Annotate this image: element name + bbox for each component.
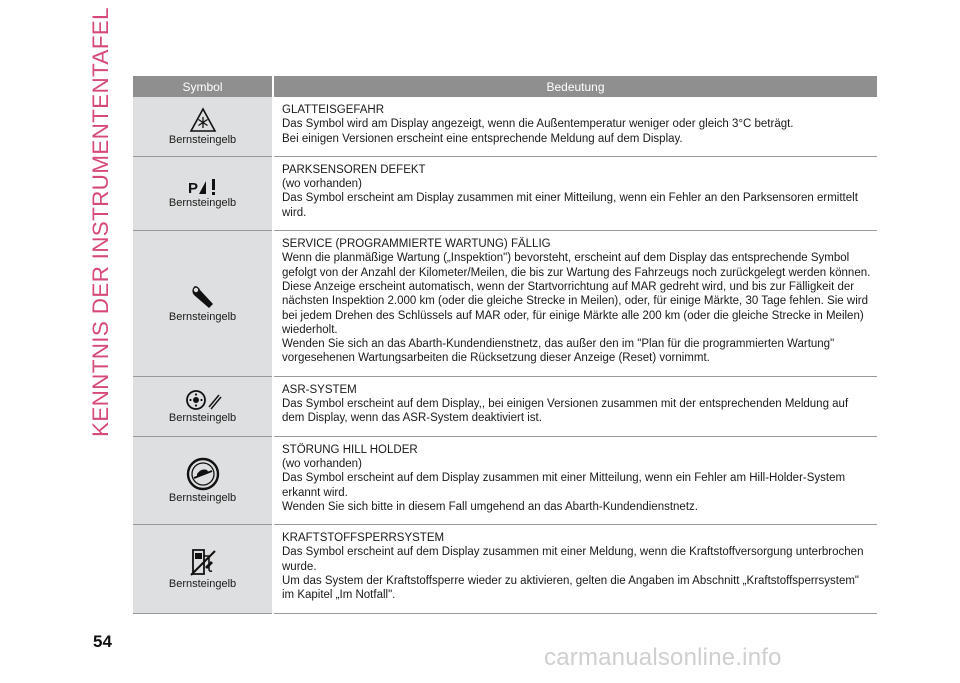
row-title: PARKSENSOREN DEFEKT: [282, 163, 426, 176]
row-title: KRAFTSTOFFSPERRSYSTEM: [282, 532, 445, 545]
symbol-color-label: Bernsteingelb: [168, 411, 237, 424]
row-text: Das Symbol erscheint auf dem Display,, bei einigen Versionen zusammen mit der entsprechenden Meldung auf dem Display, wenn das ASR-System deaktiviert ist.: [282, 398, 849, 425]
table-row: [133, 436, 877, 524]
symbol-table: [133, 76, 877, 614]
symbol-color-label: Bernsteingelb: [168, 133, 237, 146]
row-text: Um das System der Kraftstoffsperre wieder zu aktivieren, gelten die Angaben im Abschnitt „Kraftstoffsperrsystem" im Kapitel „Im Notfall".: [282, 575, 859, 602]
row-text: Wenden Sie sich an das Abarth-Kundendienstnetz, das außer den im "Plan für die programmierten Wartung" vorgesehenen Wartungsarbeiten die Rücksetzung dieser Anzeige (Reset) vornimmt.: [282, 338, 835, 365]
symbol-color-label: Bernsteingelb: [168, 310, 237, 323]
page-number: 54: [93, 632, 112, 651]
symbol-cell: [133, 97, 273, 156]
symbol-color-label: Bernsteingelb: [168, 578, 237, 591]
row-text: Das Symbol wird am Display angezeigt, wenn die Außentemperatur weniger oder gleich 3°C beträgt.: [282, 118, 794, 131]
symbol-cell: [133, 376, 273, 436]
meaning-cell: [273, 156, 877, 230]
symbol-cell: [133, 156, 273, 230]
table-row: [133, 525, 877, 613]
asr-system-icon: [183, 389, 223, 411]
ice-warning-icon: [189, 107, 217, 133]
table-row: [133, 97, 877, 156]
symbol-color-label: Bernsteingelb: [168, 491, 237, 504]
symbol-color-label: Bernsteingelb: [168, 196, 237, 209]
row-text: (wo vorhanden): [282, 457, 362, 470]
meaning-cell: [273, 376, 877, 436]
fuel-cutoff-icon: [189, 547, 217, 577]
wrench-icon: [190, 284, 216, 310]
watermark[interactable]: carmanualsonline.info: [544, 644, 782, 671]
meaning-cell: [273, 525, 877, 613]
row-title: SERVICE (PROGRAMMIERTE WARTUNG) FÄLLIG: [282, 238, 551, 251]
row-text: Bei einigen Versionen erscheint eine entsprechende Meldung auf dem Display.: [282, 132, 683, 145]
row-text: (wo vorhanden): [282, 178, 362, 191]
table-row: [133, 376, 877, 436]
park-sensor-icon: [187, 178, 219, 196]
meaning-cell: [273, 97, 877, 156]
svg-text:P: P: [187, 179, 198, 196]
symbol-cell: [133, 436, 273, 524]
symbol-cell: [133, 231, 273, 377]
table-row: [133, 156, 877, 230]
row-title: STÖRUNG HILL HOLDER: [282, 443, 418, 456]
chapter-title: KENNTNIS DER INSTRUMENTENTAFEL: [88, 7, 113, 437]
header-meaning: Bedeutung: [273, 76, 877, 97]
header-symbol: Symbol: [133, 76, 273, 97]
table-row: [133, 231, 877, 377]
symbol-cell: [133, 525, 273, 613]
row-text: Wenden Sie sich bitte in diesem Fall umgehend an das Abarth-Kundendienstnetz.: [282, 500, 698, 513]
row-text: Das Symbol erscheint am Display zusammen mit einer Mitteilung, wenn ein Fehler an den Parksensoren ermittelt wird.: [282, 192, 858, 219]
row-text: Wenn die planmäßige Wartung („Inspektion") bevorsteht, erscheint auf dem Display das entsprechende Symbol gefolgt von der Anzahl der Kilometer/Meilen, die bis zur Wartung des Fahrzeugs noch zurückgelegt werden können. Diese Anzeige erscheint automatisch, wenn der Startvorrichtung auf MAR gedreht wird, und bis zur Fälligkeit der nächsten Inspektion 2.000 km (oder die gleiche Strecke in Meilen), oder, für einige Märkte, 30 Tage fehlen. Sie wird bei jedem Drehen des Schlüssels auf MAR oder, für einige Märkte alle 200 km (oder die gleiche Strecke in Meilen) wiederholt.: [282, 252, 871, 336]
row-text: Das Symbol erscheint auf dem Display zusammen mit einer Mitteilung, wenn ein Fehler am Hill-Holder-System erkannt wird.: [282, 472, 846, 499]
meaning-cell: [273, 436, 877, 524]
hill-holder-icon: [186, 457, 220, 491]
meaning-cell: [273, 231, 877, 377]
row-title: GLATTEISGEFAHR: [282, 104, 385, 116]
row-title: ASR-SYSTEM: [282, 383, 357, 396]
table-header-row: [133, 76, 877, 97]
row-text: Das Symbol erscheint auf dem Display zusammen mit einer Meldung, wenn die Kraftstoffversorgung unterbrochen wurde.: [282, 546, 864, 573]
